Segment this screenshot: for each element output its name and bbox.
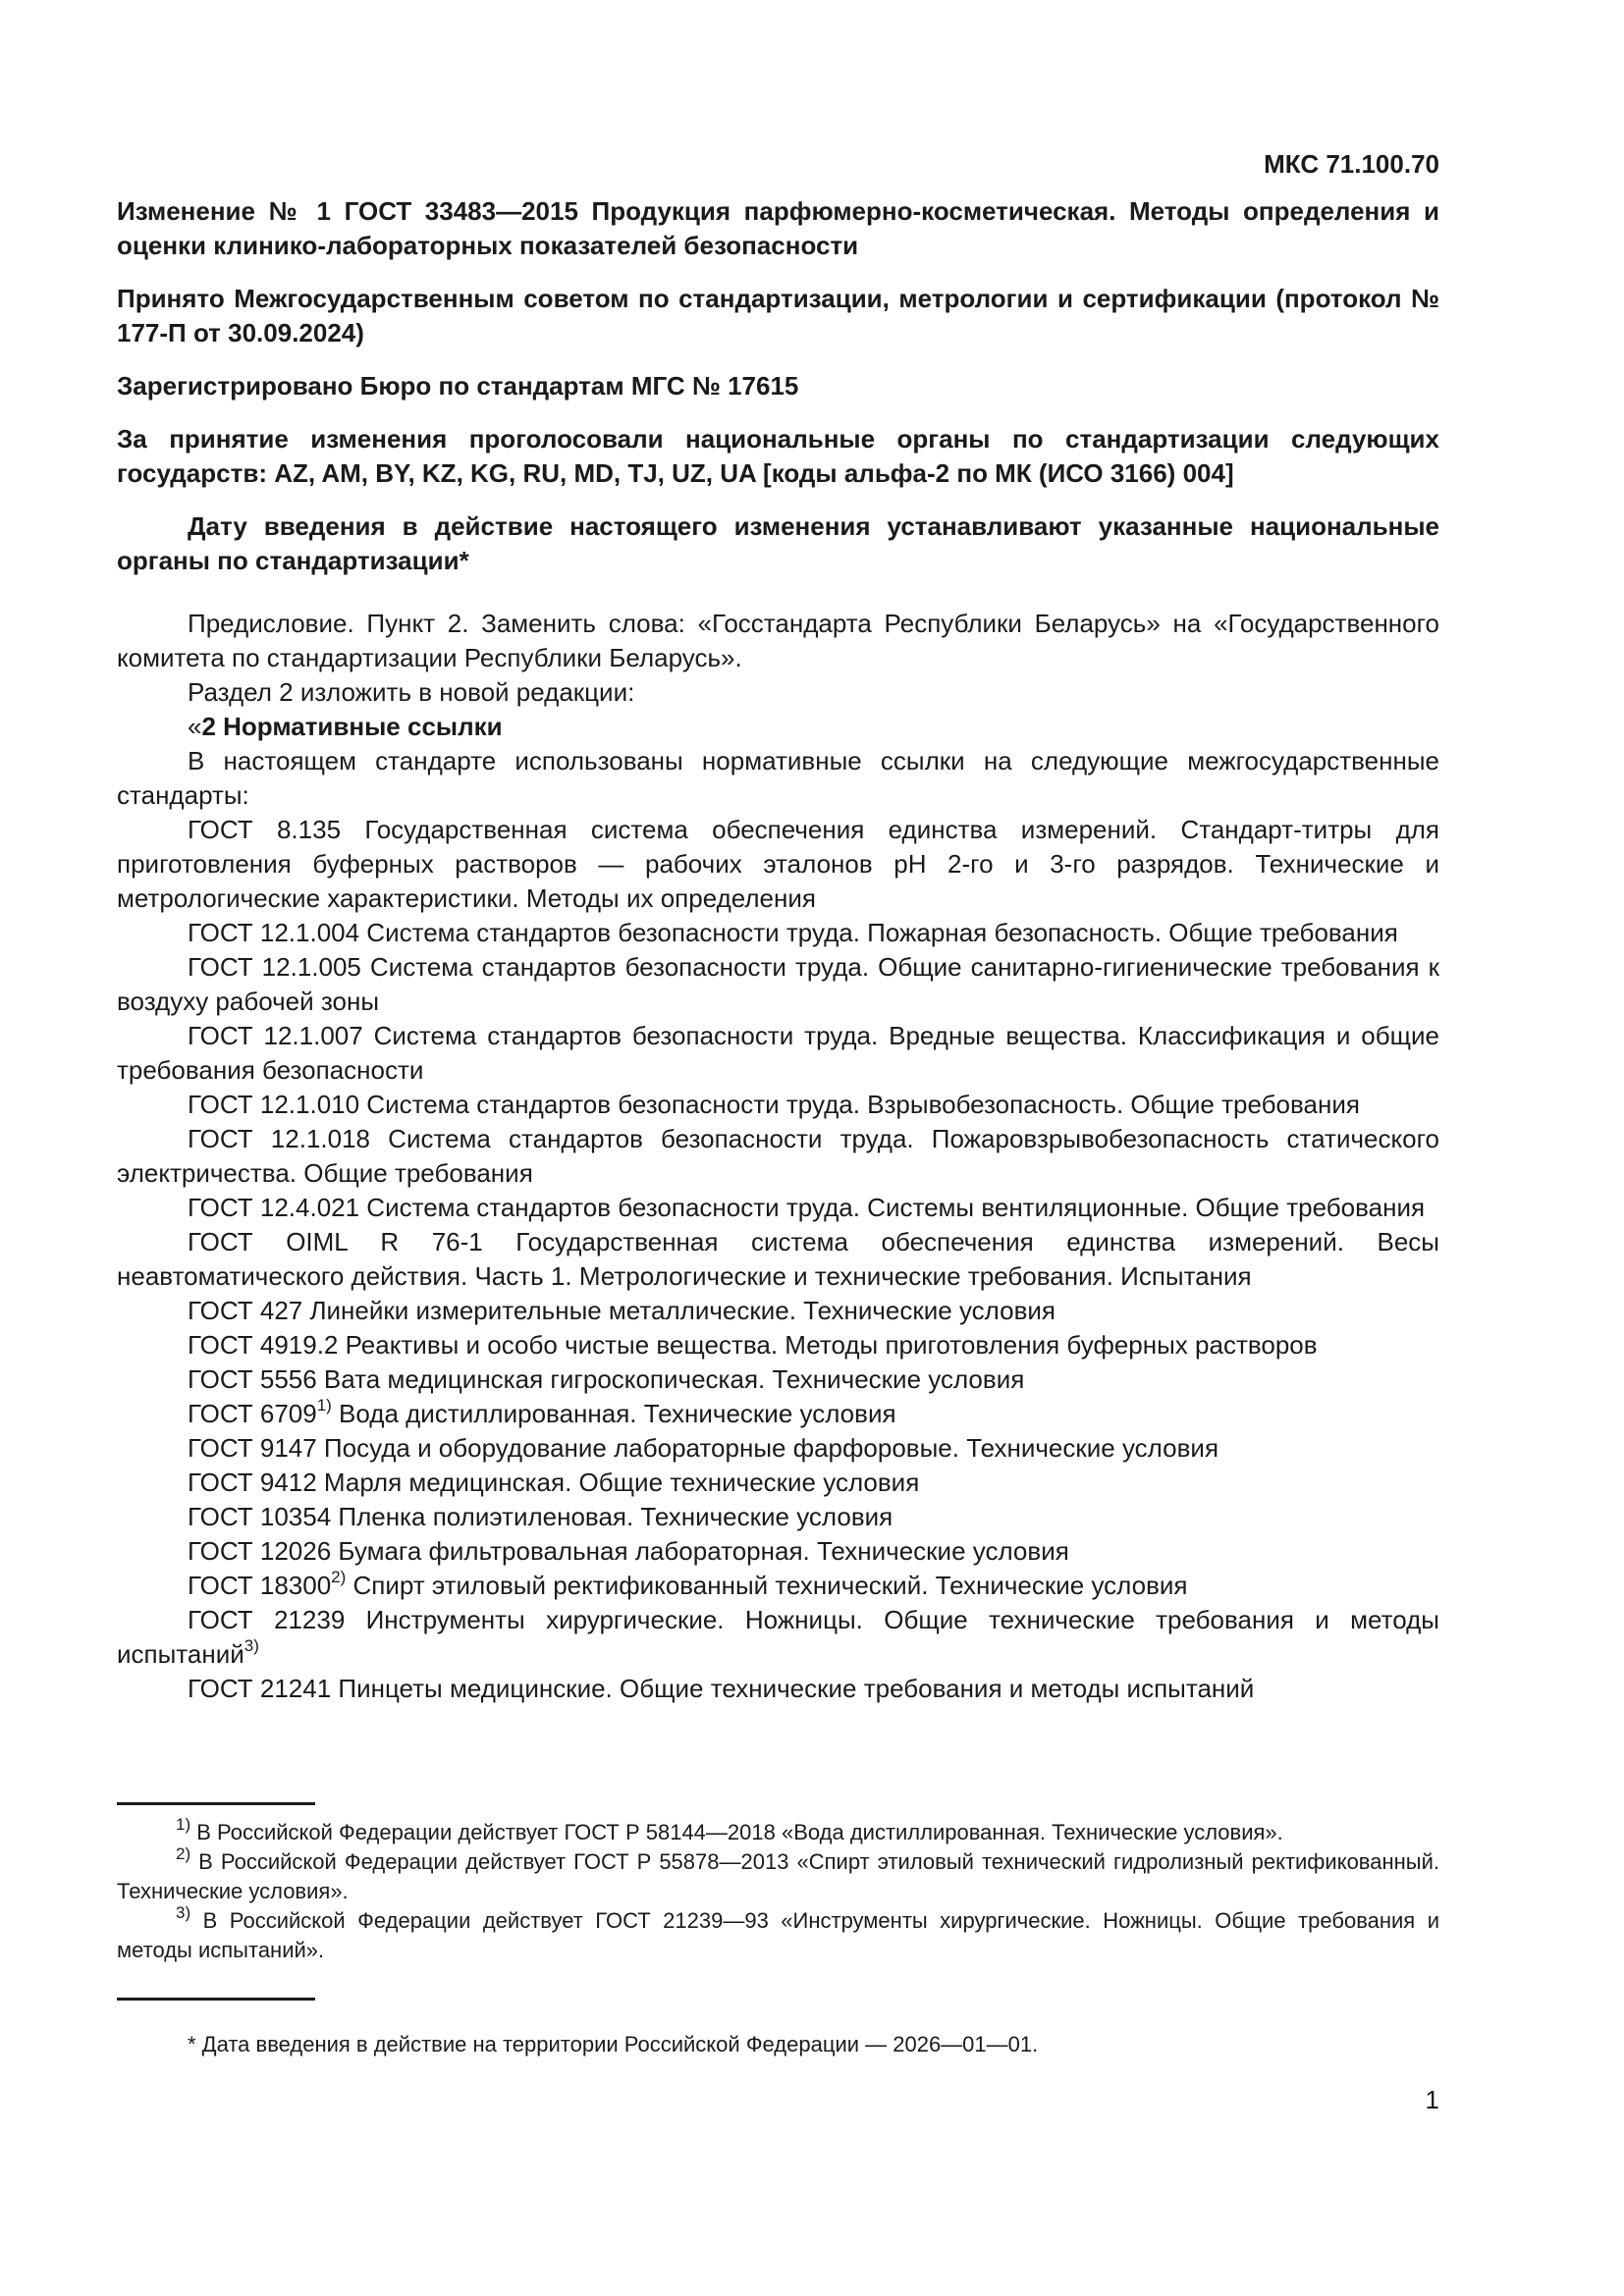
reference-item: ГОСТ OIML R 76-1 Государственная система обеспечения единства измерений. Весы неавтоматического действия. Часть 1. Метрологические и технические требования. Испытания xyxy=(117,1227,1439,1291)
section-intro: Раздел 2 изложить в новой редакции: xyxy=(188,677,635,707)
footnote-mark: 3) xyxy=(176,1902,191,1922)
reference-item: ГОСТ 9412 Марля медицинская. Общие технические условия xyxy=(188,1468,920,1497)
page-number: 1 xyxy=(1425,2085,1439,2114)
reference-item: ГОСТ 10354 Пленка полиэтиленовая. Технические условия xyxy=(188,1502,893,1531)
voting-statement: За принятие изменения проголосовали национальные органы по стандартизации следующих государств: AZ, AM, BY, KZ, KG, RU, MD, TJ, UZ, UA [коды альфа-2 по МК (ИСО 3166) 004] xyxy=(117,424,1439,488)
footnotes xyxy=(117,1814,1439,1965)
reference-item: ГОСТ 6709$^{1)}$ Вода дистиллированная. Технические условия xyxy=(188,1396,896,1428)
reference-item: ГОСТ 12.1.018 Система стандартов безопасности труда. Пожаровзрывобезопасность статического электричества. Общие требования xyxy=(117,1124,1439,1188)
reference-item: ГОСТ 12.1.005 Система стандартов безопасности труда. Общие санитарно-гигиенические требования к воздуху рабочей зоны xyxy=(117,952,1439,1016)
opening-quote: « xyxy=(188,712,202,741)
reference-item: ГОСТ 21241 Пинцеты медицинские. Общие технические требования и методы испытаний xyxy=(188,1674,1255,1703)
refs-intro: В настоящем стандарте использованы нормативные ссылки на следующие межгосударственные стандарты: xyxy=(117,746,1439,810)
footnote-mark: 2) xyxy=(176,1843,191,1863)
reference-item: ГОСТ 18300$^{2)}$ Спирт этиловый ректификованный технический. Технические условия xyxy=(188,1568,1188,1600)
reference-item: ГОСТ 12.1.010 Система стандартов безопасности труда. Взрывобезопасность. Общие требования xyxy=(188,1090,1360,1119)
reference-item: ГОСТ 12.1.004 Система стандартов безопасности труда. Пожарная безопасность. Общие требования xyxy=(188,918,1398,947)
reference-item: ГОСТ 5556 Вата медицинская гигроскопическая. Технические условия xyxy=(188,1364,1025,1394)
section-heading-line xyxy=(117,710,1439,744)
preface-change: Предисловие. Пункт 2. Заменить слова: «Госстандарта Республики Беларусь» на «Государственного комитета по стандартизации Республики Беларусь». xyxy=(117,609,1439,672)
reference-item: ГОСТ 4919.2 Реактивы и особо чистые вещества. Методы приготовления буферных растворов xyxy=(188,1330,1318,1360)
amendment-body xyxy=(117,607,1439,1706)
reference-item: ГОСТ 12026 Бумага фильтровальная лабораторная. Технические условия xyxy=(188,1536,1069,1566)
registration-statement: Зарегистрировано Бюро по стандартам МГС № 17615 xyxy=(117,371,799,400)
reference-item: ГОСТ 8.135 Государственная система обеспечения единства измерений. Стандарт-титры для приготовления буферных растворов — рабочих эталонов pH 2-го и 3-го разрядов. Технические и метрологические характеристики. Методы их определения xyxy=(117,815,1439,913)
mks-code: МКС 71.100.70 xyxy=(1264,149,1439,179)
star-footnote: * Дата введения в действие на территории Российской Федерации — 2026—01—01. xyxy=(188,2032,1039,2056)
amendment-header xyxy=(117,194,1439,597)
reference-item: ГОСТ 9147 Посуда и оборудование лабораторные фарфоровые. Технические условия xyxy=(188,1433,1219,1463)
footnote-3: $^{3)}$ В Российской Федерации действует ГОСТ 21239—93 «Инструменты хирургические. Ножницы. Общие требования и методы испытаний». xyxy=(117,1902,1439,1962)
footnote-mark: 1) xyxy=(176,1814,191,1834)
effective-date-note: Дату введения в действие настоящего изменения устанавливают указанные национальные органы по стандартизации* xyxy=(117,511,1439,575)
adopted-statement: Принято Межгосударственным советом по стандартизации, метрологии и сертификации (протокол № 177-П от 30.09.2024) xyxy=(117,284,1439,347)
section-heading: 2 Нормативные ссылки xyxy=(201,712,503,741)
footnote-ref-1[interactable]: 1) xyxy=(316,1396,332,1415)
star-footnote-divider xyxy=(117,1998,315,2001)
reference-item: ГОСТ 427 Линейки измерительные металлические. Технические условия xyxy=(188,1296,1056,1325)
footnote-ref-3[interactable]: 3) xyxy=(244,1636,259,1656)
footnote-2: $^{2)}$ В Российской Федерации действует ГОСТ Р 55878—2013 «Спирт этиловый технический гидролизный ректификованный. Технические условия». xyxy=(117,1843,1439,1903)
footnote-ref-2[interactable]: 2) xyxy=(331,1568,347,1587)
reference-item: ГОСТ 21239 Инструменты хирургические. Ножницы. Общие технические требования и методы испытаний$^{3)}$ xyxy=(117,1605,1439,1669)
reference-item: ГОСТ 12.4.021 Система стандартов безопасности труда. Системы вентиляционные. Общие требования xyxy=(188,1193,1426,1222)
change-title: Изменение № 1 ГОСТ 33483—2015 Продукция парфюмерно-косметическая. Методы определения и оценки клинико-лабораторных показателей безопасности xyxy=(117,196,1439,260)
footnote-divider xyxy=(117,1802,315,1805)
reference-item: ГОСТ 12.1.007 Система стандартов безопасности труда. Вредные вещества. Классификация и общие требования безопасности xyxy=(117,1021,1439,1085)
footnote-1: $^{1)}$ В Российской Федерации действует ГОСТ Р 58144—2018 «Вода дистиллированная. Технические условия». xyxy=(176,1814,1283,1844)
